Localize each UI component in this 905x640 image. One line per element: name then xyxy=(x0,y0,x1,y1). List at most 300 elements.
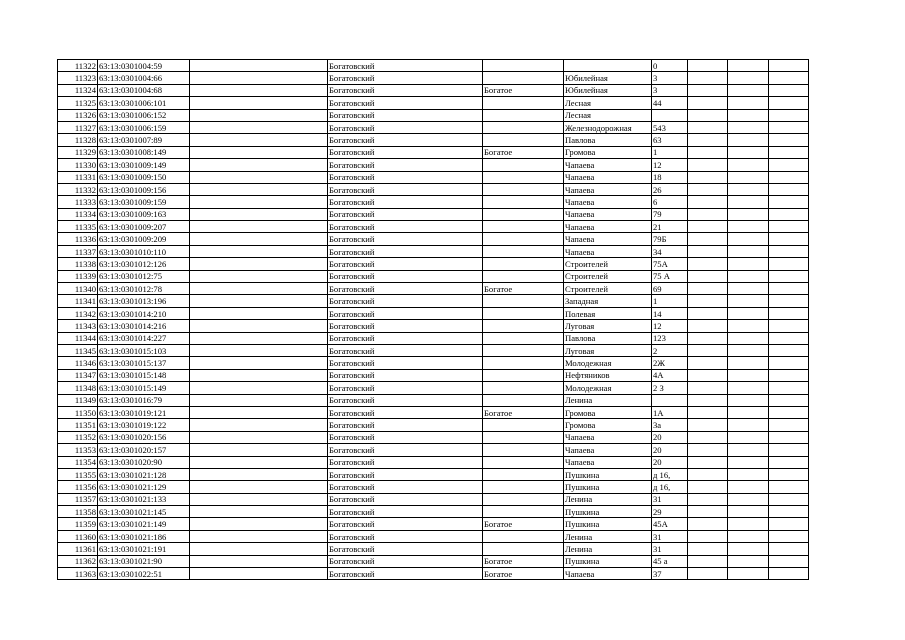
cadastral-number-cell: 63:13:0301014:210 xyxy=(98,307,190,319)
table-row xyxy=(58,72,809,84)
blank-cell-cell xyxy=(688,357,728,369)
row-number-cell: 11362 xyxy=(58,555,98,567)
blank-cell-cell xyxy=(688,84,728,96)
house-number-cell: 543 xyxy=(652,121,688,133)
blank-cell-cell xyxy=(190,506,328,518)
blank-cell-cell xyxy=(769,72,809,84)
blank-cell-cell xyxy=(190,121,328,133)
settlement-cell xyxy=(483,481,564,493)
blank-cell-cell xyxy=(769,183,809,195)
street-cell: Пушкина xyxy=(564,481,652,493)
settlement-cell: Богатое xyxy=(483,555,564,567)
blank-cell-cell xyxy=(728,295,769,307)
blank-cell-cell xyxy=(728,518,769,530)
settlement-cell xyxy=(483,530,564,542)
street-cell: Чапаева xyxy=(564,456,652,468)
settlement-cell xyxy=(483,307,564,319)
table-row xyxy=(58,134,809,146)
row-number-cell: 11356 xyxy=(58,481,98,493)
blank-cell-cell xyxy=(769,332,809,344)
settlement-cell xyxy=(483,196,564,208)
blank-cell-cell xyxy=(688,431,728,443)
district-cell: Богатовский xyxy=(328,171,483,183)
blank-cell-cell xyxy=(688,419,728,431)
district-cell: Богатовский xyxy=(328,295,483,307)
blank-cell-cell xyxy=(769,518,809,530)
blank-cell-cell xyxy=(728,543,769,555)
cadastral-number-cell: 63:13:0301009:149 xyxy=(98,159,190,171)
blank-cell-cell xyxy=(688,283,728,295)
house-number-cell: 75А xyxy=(652,258,688,270)
blank-cell-cell xyxy=(190,419,328,431)
district-cell: Богатовский xyxy=(328,196,483,208)
house-number-cell: 6 xyxy=(652,196,688,208)
table-row xyxy=(58,283,809,295)
street-cell: Строителей xyxy=(564,283,652,295)
street-cell: Чапаева xyxy=(564,208,652,220)
row-number-cell: 11339 xyxy=(58,270,98,282)
row-number-cell: 11353 xyxy=(58,444,98,456)
table-row xyxy=(58,332,809,344)
blank-cell-cell xyxy=(688,109,728,121)
street-cell: Павлова xyxy=(564,134,652,146)
house-number-cell: 123 xyxy=(652,332,688,344)
row-number-cell: 11345 xyxy=(58,344,98,356)
house-number-cell: 1 xyxy=(652,146,688,158)
blank-cell-cell xyxy=(688,320,728,332)
district-cell: Богатовский xyxy=(328,456,483,468)
cadastral-number-cell: 63:13:0301010:110 xyxy=(98,245,190,257)
blank-cell-cell xyxy=(190,60,328,72)
cadastral-number-cell: 63:13:0301020:90 xyxy=(98,456,190,468)
district-cell: Богатовский xyxy=(328,159,483,171)
blank-cell-cell xyxy=(728,419,769,431)
table-row xyxy=(58,431,809,443)
district-cell: Богатовский xyxy=(328,283,483,295)
house-number-cell xyxy=(652,109,688,121)
table-row xyxy=(58,506,809,518)
table-row xyxy=(58,444,809,456)
blank-cell-cell xyxy=(728,283,769,295)
street-cell: Громова xyxy=(564,146,652,158)
blank-cell-cell xyxy=(190,543,328,555)
blank-cell-cell xyxy=(190,134,328,146)
blank-cell-cell xyxy=(728,320,769,332)
blank-cell-cell xyxy=(688,245,728,257)
house-number-cell xyxy=(652,394,688,406)
district-cell: Богатовский xyxy=(328,84,483,96)
district-cell: Богатовский xyxy=(328,146,483,158)
cadastral-number-cell: 63:13:0301016:79 xyxy=(98,394,190,406)
row-number-cell: 11342 xyxy=(58,307,98,319)
settlement-cell xyxy=(483,320,564,332)
district-cell: Богатовский xyxy=(328,320,483,332)
settlement-cell xyxy=(483,382,564,394)
blank-cell-cell xyxy=(688,270,728,282)
cadastral-number-cell: 63:13:0301021:191 xyxy=(98,543,190,555)
blank-cell-cell xyxy=(728,84,769,96)
street-cell: Пушкина xyxy=(564,468,652,480)
house-number-cell: 21 xyxy=(652,221,688,233)
district-cell: Богатовский xyxy=(328,493,483,505)
house-number-cell: 0 xyxy=(652,60,688,72)
street-cell: Чапаева xyxy=(564,171,652,183)
table-row xyxy=(58,84,809,96)
blank-cell-cell xyxy=(769,493,809,505)
blank-cell-cell xyxy=(190,456,328,468)
row-number-cell: 11336 xyxy=(58,233,98,245)
blank-cell-cell xyxy=(688,369,728,381)
blank-cell-cell xyxy=(769,468,809,480)
settlement-cell xyxy=(483,394,564,406)
blank-cell-cell xyxy=(769,307,809,319)
settlement-cell xyxy=(483,295,564,307)
row-number-cell: 11327 xyxy=(58,121,98,133)
table-row xyxy=(58,456,809,468)
street-cell: Лесная xyxy=(564,109,652,121)
blank-cell-cell xyxy=(190,406,328,418)
house-number-cell: 31 xyxy=(652,530,688,542)
blank-cell-cell xyxy=(190,344,328,356)
cadastral-number-cell: 63:13:0301021:186 xyxy=(98,530,190,542)
blank-cell-cell xyxy=(769,283,809,295)
settlement-cell xyxy=(483,357,564,369)
blank-cell-cell xyxy=(190,258,328,270)
street-cell: Чапаева xyxy=(564,159,652,171)
cadastral-number-cell: 63:13:0301019:121 xyxy=(98,406,190,418)
cadastral-number-cell: 63:13:0301006:159 xyxy=(98,121,190,133)
house-number-cell: 12 xyxy=(652,159,688,171)
blank-cell-cell xyxy=(769,97,809,109)
street-cell: Луговая xyxy=(564,320,652,332)
blank-cell-cell xyxy=(190,245,328,257)
row-number-cell: 11334 xyxy=(58,208,98,220)
blank-cell-cell xyxy=(190,183,328,195)
cadastral-number-cell: 63:13:0301014:216 xyxy=(98,320,190,332)
row-number-cell: 11346 xyxy=(58,357,98,369)
cadastral-number-cell: 63:13:0301020:157 xyxy=(98,444,190,456)
house-number-cell: 63 xyxy=(652,134,688,146)
blank-cell-cell xyxy=(769,196,809,208)
blank-cell-cell xyxy=(190,468,328,480)
row-number-cell: 11341 xyxy=(58,295,98,307)
district-cell: Богатовский xyxy=(328,382,483,394)
blank-cell-cell xyxy=(769,171,809,183)
blank-cell-cell xyxy=(190,146,328,158)
blank-cell-cell xyxy=(688,258,728,270)
table-row xyxy=(58,233,809,245)
blank-cell-cell xyxy=(190,332,328,344)
district-cell: Богатовский xyxy=(328,221,483,233)
blank-cell-cell xyxy=(728,431,769,443)
house-number-cell: 75 А xyxy=(652,270,688,282)
blank-cell-cell xyxy=(190,159,328,171)
blank-cell-cell xyxy=(769,406,809,418)
row-number-cell: 11347 xyxy=(58,369,98,381)
district-cell: Богатовский xyxy=(328,307,483,319)
settlement-cell xyxy=(483,233,564,245)
blank-cell-cell xyxy=(190,233,328,245)
street-cell: Лесная xyxy=(564,97,652,109)
blank-cell-cell xyxy=(728,568,769,580)
table-row xyxy=(58,369,809,381)
blank-cell-cell xyxy=(688,406,728,418)
district-cell: Богатовский xyxy=(328,97,483,109)
street-cell: Строителей xyxy=(564,258,652,270)
street-cell: Павлова xyxy=(564,332,652,344)
settlement-cell xyxy=(483,493,564,505)
blank-cell-cell xyxy=(769,481,809,493)
district-cell: Богатовский xyxy=(328,109,483,121)
settlement-cell xyxy=(483,134,564,146)
blank-cell-cell xyxy=(688,394,728,406)
row-number-cell: 11338 xyxy=(58,258,98,270)
house-number-cell: 14 xyxy=(652,307,688,319)
blank-cell-cell xyxy=(728,208,769,220)
settlement-cell xyxy=(483,270,564,282)
blank-cell-cell xyxy=(769,60,809,72)
settlement-cell xyxy=(483,431,564,443)
row-number-cell: 11349 xyxy=(58,394,98,406)
street-cell: Железнодорожная xyxy=(564,121,652,133)
house-number-cell: 2 З xyxy=(652,382,688,394)
blank-cell-cell xyxy=(728,146,769,158)
district-cell: Богатовский xyxy=(328,72,483,84)
blank-cell-cell xyxy=(728,506,769,518)
row-number-cell: 11359 xyxy=(58,518,98,530)
house-number-cell: 12 xyxy=(652,320,688,332)
street-cell: Луговая xyxy=(564,344,652,356)
blank-cell-cell xyxy=(688,60,728,72)
blank-cell-cell xyxy=(190,221,328,233)
blank-cell-cell xyxy=(769,394,809,406)
cadastral-number-cell: 63:13:0301021:133 xyxy=(98,493,190,505)
blank-cell-cell xyxy=(769,233,809,245)
table-row xyxy=(58,245,809,257)
cadastral-number-cell: 63:13:0301009:207 xyxy=(98,221,190,233)
blank-cell-cell xyxy=(728,481,769,493)
cadastral-number-cell: 63:13:0301021:90 xyxy=(98,555,190,567)
table-row xyxy=(58,183,809,195)
cadastral-number-cell: 63:13:0301008:149 xyxy=(98,146,190,158)
blank-cell-cell xyxy=(190,270,328,282)
house-number-cell: 3 xyxy=(652,84,688,96)
house-number-cell: 4А xyxy=(652,369,688,381)
blank-cell-cell xyxy=(688,332,728,344)
settlement-cell xyxy=(483,109,564,121)
table-row xyxy=(58,270,809,282)
cadastral-number-cell: 63:13:0301015:103 xyxy=(98,344,190,356)
blank-cell-cell xyxy=(728,159,769,171)
row-number-cell: 11344 xyxy=(58,332,98,344)
street-cell: Пушкина xyxy=(564,555,652,567)
row-number-cell: 11360 xyxy=(58,530,98,542)
house-number-cell: 29 xyxy=(652,506,688,518)
cadastral-number-cell: 63:13:0301009:209 xyxy=(98,233,190,245)
table-row xyxy=(58,121,809,133)
blank-cell-cell xyxy=(728,406,769,418)
settlement-cell: Богатое xyxy=(483,518,564,530)
settlement-cell xyxy=(483,183,564,195)
table-row xyxy=(58,171,809,183)
house-number-cell: 79Б xyxy=(652,233,688,245)
blank-cell-cell xyxy=(728,270,769,282)
cadastral-number-cell: 63:13:0301021:145 xyxy=(98,506,190,518)
street-cell: Чапаева xyxy=(564,431,652,443)
district-cell: Богатовский xyxy=(328,121,483,133)
row-number-cell: 11323 xyxy=(58,72,98,84)
row-number-cell: 11358 xyxy=(58,506,98,518)
table-row xyxy=(58,146,809,158)
district-cell: Богатовский xyxy=(328,270,483,282)
row-number-cell: 11325 xyxy=(58,97,98,109)
row-number-cell: 11330 xyxy=(58,159,98,171)
blank-cell-cell xyxy=(728,221,769,233)
blank-cell-cell xyxy=(688,344,728,356)
row-number-cell: 11340 xyxy=(58,283,98,295)
table-row xyxy=(58,208,809,220)
blank-cell-cell xyxy=(190,97,328,109)
street-cell: Ленина xyxy=(564,394,652,406)
blank-cell-cell xyxy=(769,221,809,233)
row-number-cell: 11335 xyxy=(58,221,98,233)
blank-cell-cell xyxy=(688,233,728,245)
blank-cell-cell xyxy=(728,493,769,505)
house-number-cell: 79 xyxy=(652,208,688,220)
blank-cell-cell xyxy=(769,506,809,518)
settlement-cell xyxy=(483,543,564,555)
street-cell: Чапаева xyxy=(564,245,652,257)
street-cell: Ленина xyxy=(564,543,652,555)
cadastral-number-cell: 63:13:0301009:150 xyxy=(98,171,190,183)
house-number-cell: 18 xyxy=(652,171,688,183)
settlement-cell xyxy=(483,419,564,431)
district-cell: Богатовский xyxy=(328,258,483,270)
blank-cell-cell xyxy=(688,221,728,233)
blank-cell-cell xyxy=(728,344,769,356)
blank-cell-cell xyxy=(688,518,728,530)
district-cell: Богатовский xyxy=(328,543,483,555)
table-row xyxy=(58,357,809,369)
district-cell: Богатовский xyxy=(328,344,483,356)
blank-cell-cell xyxy=(769,134,809,146)
settlement-cell xyxy=(483,456,564,468)
cadastral-number-cell: 63:13:0301012:78 xyxy=(98,283,190,295)
district-cell: Богатовский xyxy=(328,60,483,72)
blank-cell-cell xyxy=(728,258,769,270)
house-number-cell: 31 xyxy=(652,543,688,555)
row-number-cell: 11337 xyxy=(58,245,98,257)
cadastral-number-cell: 63:13:0301021:129 xyxy=(98,481,190,493)
house-number-cell: 45 а xyxy=(652,555,688,567)
table-row xyxy=(58,295,809,307)
blank-cell-cell xyxy=(728,468,769,480)
blank-cell-cell xyxy=(688,568,728,580)
row-number-cell: 11357 xyxy=(58,493,98,505)
blank-cell-cell xyxy=(190,72,328,84)
settlement-cell xyxy=(483,121,564,133)
row-number-cell: 11329 xyxy=(58,146,98,158)
blank-cell-cell xyxy=(769,530,809,542)
table-row xyxy=(58,468,809,480)
blank-cell-cell xyxy=(769,444,809,456)
street-cell: Молодежная xyxy=(564,382,652,394)
blank-cell-cell xyxy=(769,357,809,369)
blank-cell-cell xyxy=(190,555,328,567)
blank-cell-cell xyxy=(769,419,809,431)
blank-cell-cell xyxy=(190,493,328,505)
house-number-cell: 3 xyxy=(652,72,688,84)
cadastral-number-cell: 63:13:0301012:75 xyxy=(98,270,190,282)
district-cell: Богатовский xyxy=(328,518,483,530)
district-cell: Богатовский xyxy=(328,369,483,381)
blank-cell-cell xyxy=(728,109,769,121)
blank-cell-cell xyxy=(769,456,809,468)
street-cell: Молодежная xyxy=(564,357,652,369)
blank-cell-cell xyxy=(769,568,809,580)
table-row xyxy=(58,493,809,505)
house-number-cell: 20 xyxy=(652,456,688,468)
blank-cell-cell xyxy=(688,456,728,468)
blank-cell-cell xyxy=(190,109,328,121)
blank-cell-cell xyxy=(728,444,769,456)
cadastral-number-cell: 63:13:0301015:148 xyxy=(98,369,190,381)
street-cell: Чапаева xyxy=(564,233,652,245)
blank-cell-cell xyxy=(769,245,809,257)
blank-cell-cell xyxy=(688,196,728,208)
district-cell: Богатовский xyxy=(328,481,483,493)
street-cell: Пушкина xyxy=(564,506,652,518)
table-row xyxy=(58,344,809,356)
district-cell: Богатовский xyxy=(328,568,483,580)
cadastral-number-cell: 63:13:0301009:163 xyxy=(98,208,190,220)
settlement-cell xyxy=(483,245,564,257)
row-number-cell: 11322 xyxy=(58,60,98,72)
district-cell: Богатовский xyxy=(328,183,483,195)
street-cell: Чапаева xyxy=(564,196,652,208)
blank-cell-cell xyxy=(769,159,809,171)
row-number-cell: 11332 xyxy=(58,183,98,195)
blank-cell-cell xyxy=(190,295,328,307)
house-number-cell: 31 xyxy=(652,493,688,505)
cadastral-number-cell: 63:13:0301019:122 xyxy=(98,419,190,431)
table-row xyxy=(58,419,809,431)
blank-cell-cell xyxy=(190,568,328,580)
table-row xyxy=(58,394,809,406)
records-table xyxy=(57,59,809,580)
table-row xyxy=(58,530,809,542)
blank-cell-cell xyxy=(688,97,728,109)
cadastral-number-cell: 63:13:0301021:149 xyxy=(98,518,190,530)
blank-cell-cell xyxy=(190,208,328,220)
cadastral-number-cell: 63:13:0301009:159 xyxy=(98,196,190,208)
blank-cell-cell xyxy=(688,543,728,555)
street-cell: Чапаева xyxy=(564,183,652,195)
house-number-cell: 2 xyxy=(652,344,688,356)
blank-cell-cell xyxy=(769,121,809,133)
blank-cell-cell xyxy=(688,444,728,456)
house-number-cell: 1А xyxy=(652,406,688,418)
row-number-cell: 11355 xyxy=(58,468,98,480)
cadastral-number-cell: 63:13:0301006:101 xyxy=(98,97,190,109)
street-cell: Чапаева xyxy=(564,444,652,456)
table-row xyxy=(58,518,809,530)
house-number-cell: 34 xyxy=(652,245,688,257)
table-row xyxy=(58,60,809,72)
blank-cell-cell xyxy=(190,196,328,208)
blank-cell-cell xyxy=(688,382,728,394)
blank-cell-cell xyxy=(728,72,769,84)
